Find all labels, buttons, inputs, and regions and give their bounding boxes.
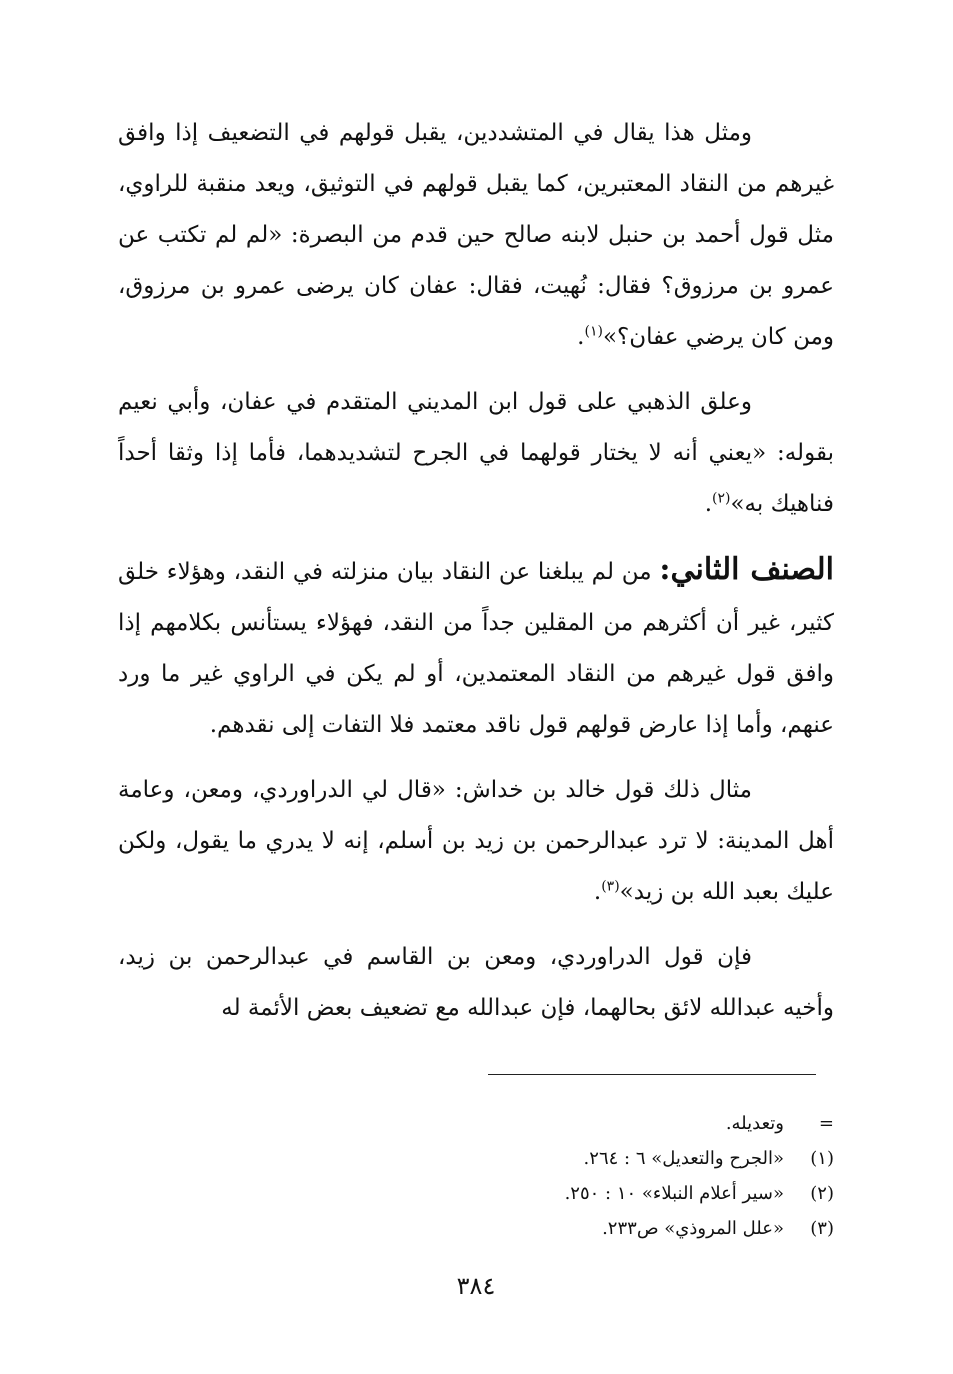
paragraph-4-text: مثال ذلك قول خالد بن خداش: «قال لي الدراوردي، ومعن، وعامة أهل المدينة: لا ترد عبدالرحمن بن زيد بن أسلم، إنه لا يدري ما يقول، ولكن عليك بعبد الله بن زيد» [118,777,834,905]
page-number: ٣٨٤ [456,1272,496,1300]
paragraph-2-text: وعلق الذهبي على قول ابن المديني المتقدم في عفان، وأبي نعيم بقوله: «يعني أنه لا يختار قولهما في الجرح لتشديدهما، فأما إذا وثقا أحداً فناهيك به» [118,389,834,517]
paragraph-4-tail: . [593,879,602,905]
footnote-text: «علل المروذي» ص٢٣٣. [602,1218,784,1239]
footnote-text: «سير أعلام النبلاء» ١٠ : ٢٥٠. [564,1183,784,1204]
footnote-marker: = [818,1113,834,1134]
paragraph-5-text: فإن قول الدراوردي، ومعن بن القاسم في عبدالرحمن بن زيد، وأخيه عبدالله لائق بحالهما، فإن عبدالله مع تضعيف بعض الأئمة له [118,944,834,1021]
footnote-ref-2[interactable]: (٢) [712,490,731,507]
footnote-marker: (٢) [810,1183,834,1204]
footnote-divider [488,1074,816,1075]
paragraph-5 [118,932,834,1034]
footnote-ref-3[interactable]: (٣) [601,878,620,895]
paragraph-3 [118,544,834,751]
paragraph-2-tail: . [704,491,713,517]
paragraph-3-text: من لم يبلغنا عن النقاد بيان منزلته في النقد، وهؤلاء خلق كثير، غير أن أكثرهم من المقلين جداً من النقد، فهؤلاء يستأنس بكلامهم إذا وافق قول غيرهم من النقاد المعتمدين، أو لم يكن في الراوي غير ما ورد عنهم، وأما إذا عارض قولهم قول ناقد معتمد فلا التفات إلى نقدهم. [118,559,834,738]
footnote-3 [300,1211,834,1246]
paragraph-4 [118,765,834,918]
footnote-marker: (٣) [810,1218,834,1239]
section-heading-lead: الصنف الثاني: [659,552,835,587]
footnotes [300,1106,834,1246]
main-text [118,108,834,1034]
paragraph-1 [118,108,834,363]
paragraph-2 [118,377,834,530]
footnote-ref-1[interactable]: (١) [584,323,603,340]
footnote-text: «الجرح والتعديل» ٦ : ٢٦٤. [583,1148,784,1169]
footnote-continuation [300,1106,834,1141]
footnote-1 [300,1141,834,1176]
paragraph-1-tail: . [577,324,585,350]
paragraph-1-text: ومثل هذا يقال في المتشددين، يقبل قولهم في التضعيف إذا وافق غيرهم من النقاد المعتبرين، كما يقبل قولهم في التوثيق، ويعد منقبة للراوي، مثل قول أحمد بن حنبل لابنه صالح حين قدم من البصرة: «لم لم تكتب عن عمرو بن مرزوق؟ فقال: نُهيت، فقال: عفان كان يرضى عمرو بن مرزوق، ومن كان يرضي عفان؟» [118,120,834,350]
footnote-text: وتعديله. [725,1113,784,1134]
footnote-2 [300,1176,834,1211]
footnote-marker: (١) [810,1148,834,1169]
